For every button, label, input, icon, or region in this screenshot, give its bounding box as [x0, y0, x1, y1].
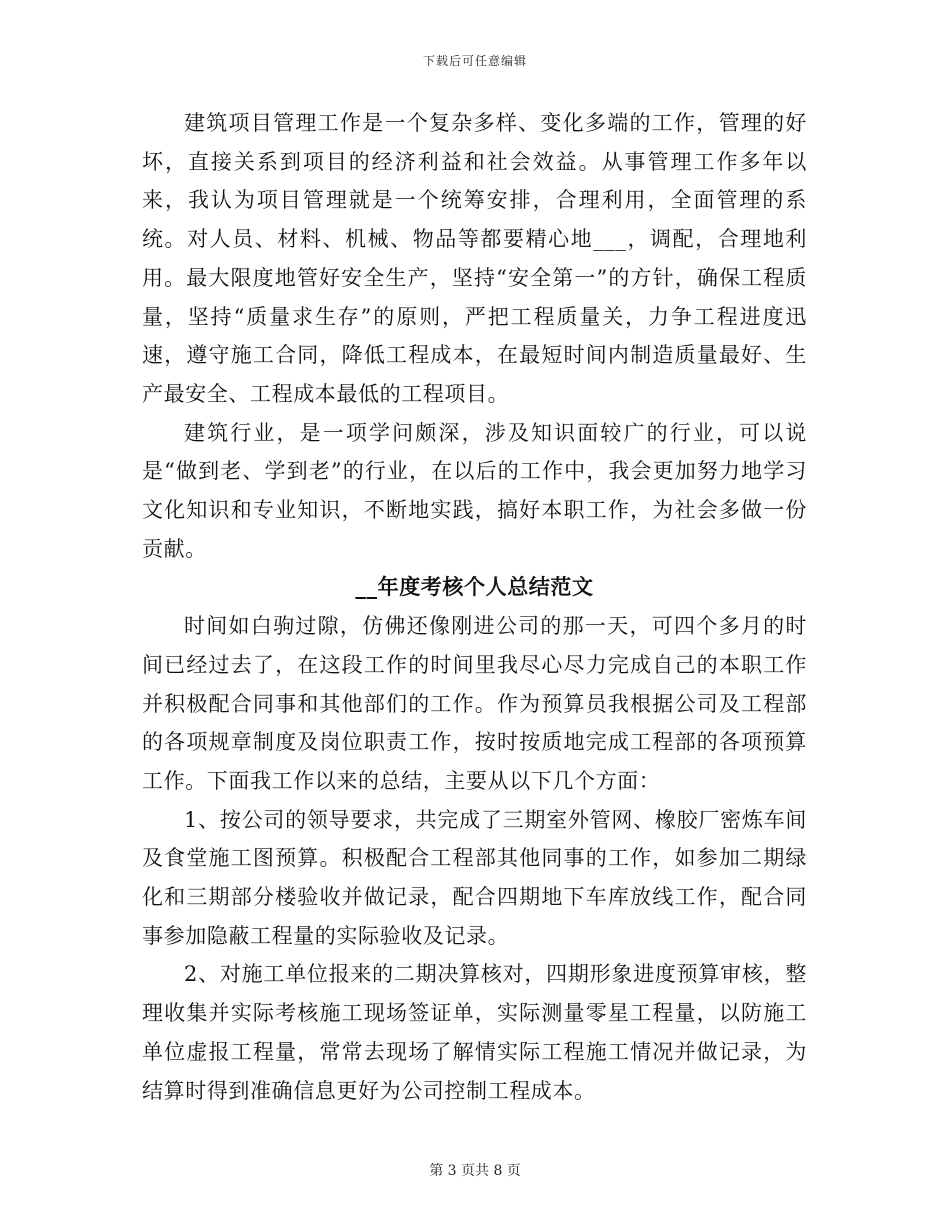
section-title: __年度考核个人总结范文: [355, 574, 594, 600]
paragraph: 时间如白驹过隙，仿佛还像刚进公司的那一天，可四个多月的时间已经过去了，在这段工作的时间里我尽心尽力完成自己的本职工作并积极配合同事和其他部们的工作。作为预算员我根据公司及工程部的各项规章制度及岗位职责工作，按时按质地完成工程部的各项预算工作。下面我工作以来的总结，主要从以下几个方面：: [142, 614, 807, 793]
paragraph: 建筑行业，是一项学问颇深，涉及知识面较广的行业，可以说是“做到老、学到老”的行业，在以后的工作中，我会更加努力地学习文化知识和专业知识，不断地实践，搞好本职工作，为社会多做一份贡献。: [142, 420, 807, 561]
paragraph: 2、对施工单位报来的二期决算核对，四期形象进度预算审核，整理收集并实际考核施工现场签证单，实际测量零星工程量，以防施工单位虚报工程量，常常去现场了解情实际工程施工情况并做记录，为结算时得到准确信息更好为公司控制工程成本。: [142, 962, 807, 1103]
document-body: [142, 104, 807, 1110]
paragraph: 建筑项目管理工作是一个复杂多样、变化多端的工作，管理的好坏，直接关系到项目的经济利益和社会效益。从事管理工作多年以来，我认为项目管理就是一个统筹安排，合理利用，全面管理的系统。对人员、材料、机械、物品等都要精心地___，调配，合理地利用。最大限度地管好安全生产，坚持“安全第一”的方针，确保工程质量，坚持“质量求生存”的原则，严把工程质量关，力争工程进度迅速，遵守施工合同，降低工程成本，在最短时间内制造质量最好、生产最安全、工程成本最低的工程项目。: [142, 111, 807, 406]
page-number: 第 3 页共 8 页: [429, 1163, 521, 1179]
page-header: 下载后可任意编辑: [422, 54, 527, 68]
paragraph: 1、按公司的领导要求，共完成了三期室外管网、橡胶厂密炼车间及食堂施工图预算。积极配合工程部其他同事的工作，如参加二期绿化和三期部分楼验收并做记录，配合四期地下车库放线工作，配合同事参加隐蔽工程量的实际验收及记录。: [142, 807, 807, 948]
